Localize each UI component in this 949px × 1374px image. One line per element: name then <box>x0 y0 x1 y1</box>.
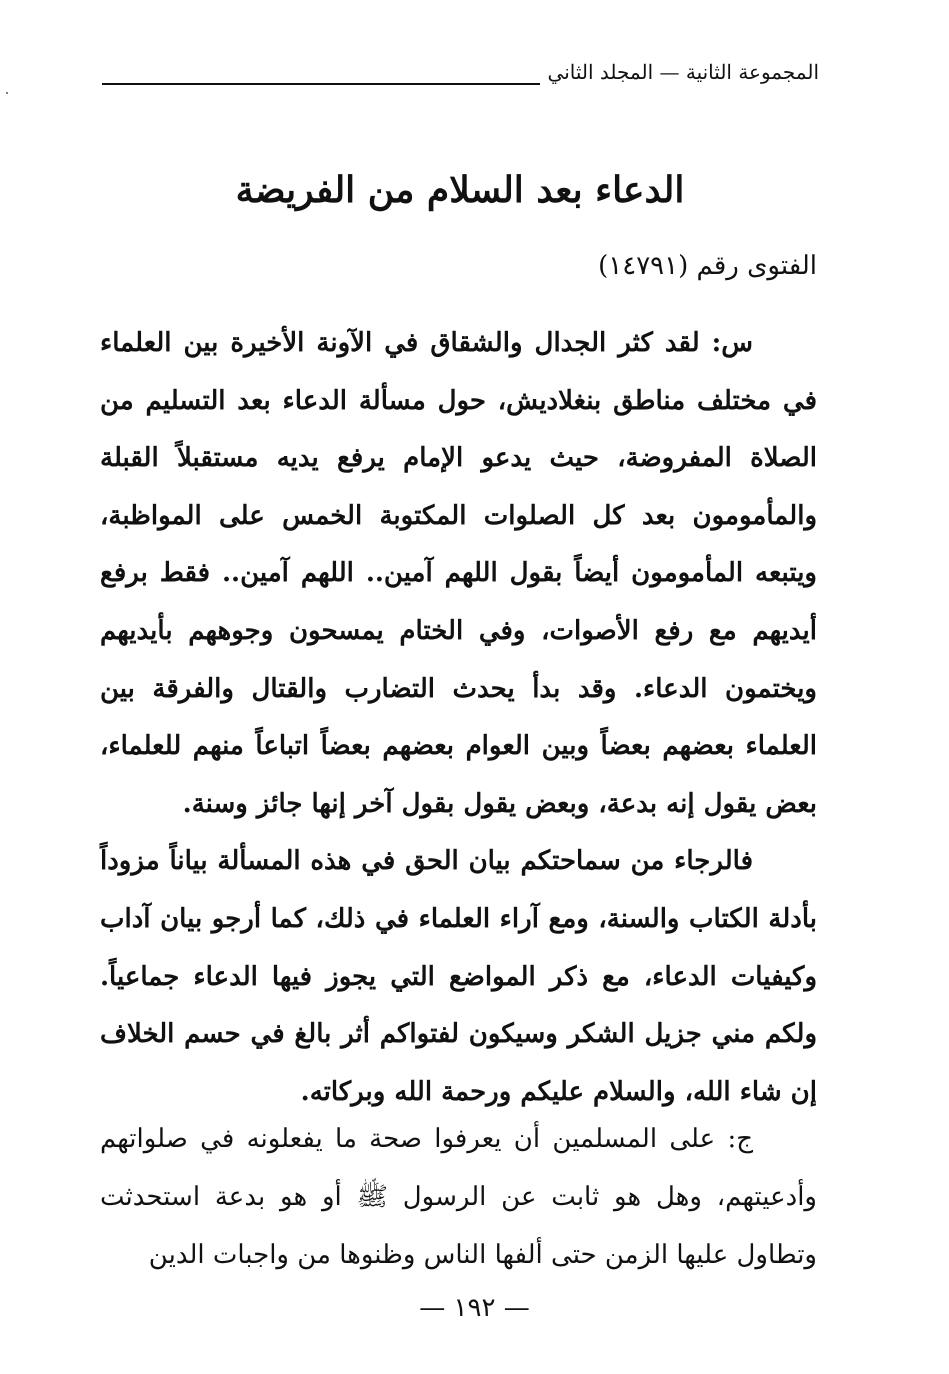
running-header: المجموعة الثانية — المجلد الثاني <box>547 60 819 84</box>
page-number: — ١٩٢ — <box>419 1293 530 1323</box>
margin-mark <box>6 92 8 94</box>
page-title: الدعاء بعد السلام من الفريضة <box>235 169 685 212</box>
question-section <box>100 315 817 1121</box>
fatwa-number: الفتوى رقم (١٤٧٩١) <box>598 251 817 281</box>
answer-paragraph: ج: على المسلمين أن يعرفوا صحة ما يفعلونه في صلواتهم وأدعيتهم، وهل هو ثابت عن الرسول ﷺ أو هو بدعة استحدثت وتطاول عليها الزمن حتى ألفها الناس وظنوها من واجبات الدين <box>100 1124 817 1270</box>
question-paragraph: س: لقد كثر الجدال والشقاق في الآونة الأخيرة بين العلماء في مختلف مناطق بنغلاديش، حول مسألة الدعاء بعد التسليم من الصلاة المفروضة، حيث يدعو الإمام يرفع يديه مستقبلاً القبلة والمأمومون بعد كل الصلوات المكتوبة الخمس على المواظبة، ويتبعه المأمومون أيضاً بقول اللهم آمين.. اللهم آمين.. فقط برفع أيديهم مع رفع الأصوات، وفي الختام يمسحون وجوههم بأيديهم ويختمون الدعاء. وقد بدأ يحدث التضارب والقتال والفرقة بين العلماء بعضهم بعضاً وبين العوام بعضهم بعضاً اتباعاً منهم للعلماء، بعض يقول إنه بدعة، وبعض يقول بقول آخر إنها جائز وسنة. <box>100 328 818 819</box>
question-paragraph: فالرجاء من سماحتكم بيان الحق في هذه المسألة بياناً مزوداً بأدلة الكتاب والسنة، ومع آراء العلماء في ذلك، كما أرجو بيان آداب وكيفيات الدعاء، مع ذكر المواضع التي يجوز فيها الدعاء جماعياً. ولكم مني جزيل الشكر وسيكون لفتواكم أثر بالغ في حسم الخلاف إن شاء الله، والسلام عليكم ورحمة الله وبركاته. <box>100 846 817 1107</box>
header-rule <box>102 83 540 85</box>
